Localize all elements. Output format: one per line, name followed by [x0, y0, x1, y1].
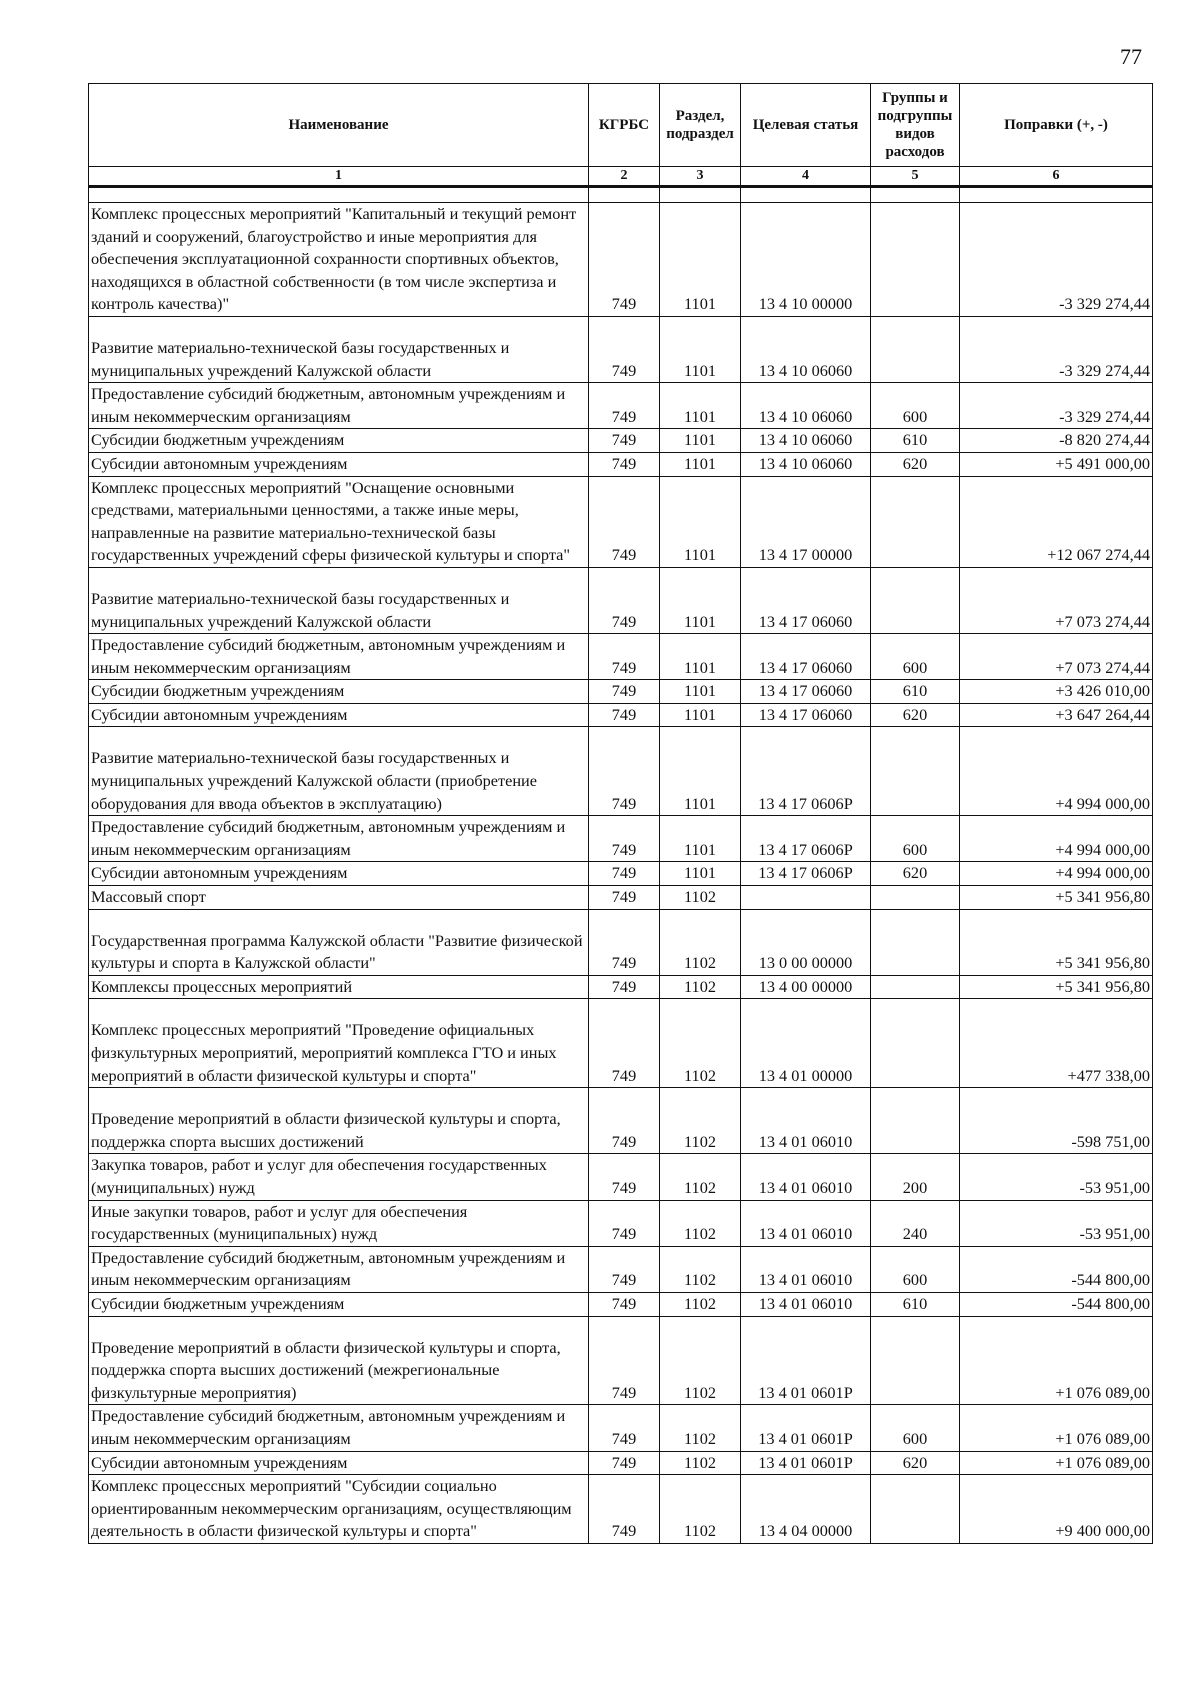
cell-target: 13 4 10 06060	[741, 429, 871, 453]
header-name: Наименование	[89, 84, 589, 167]
cell-kgrbs: 749	[589, 909, 660, 975]
cell-section: 1102	[660, 1405, 741, 1451]
cell-target: 13 4 01 06010	[741, 1246, 871, 1292]
column-number: 1	[89, 167, 589, 187]
cell-target: 13 4 10 06060	[741, 383, 871, 429]
cell-group: 610	[871, 680, 960, 704]
cell-name: Развитие материально-технической базы государственных и муниципальных учреждений Калужской области	[89, 316, 589, 382]
table-row	[89, 316, 1153, 382]
table-row	[89, 909, 1153, 975]
cell-amount: -53 951,00	[960, 1200, 1153, 1246]
cell-kgrbs: 749	[589, 975, 660, 999]
cell-kgrbs: 749	[589, 452, 660, 476]
cell-name: Предоставление субсидий бюджетным, автономным учреждениям и иным некоммерческим организациям	[89, 1246, 589, 1292]
table-row	[89, 567, 1153, 633]
cell-amount: -53 951,00	[960, 1154, 1153, 1200]
cell-kgrbs: 749	[589, 1292, 660, 1316]
cell-section: 1102	[660, 1316, 741, 1405]
table-row	[89, 1405, 1153, 1451]
cell-kgrbs: 749	[589, 634, 660, 680]
table-row	[89, 203, 1153, 317]
cell-group: 600	[871, 1246, 960, 1292]
cell-section: 1102	[660, 1154, 741, 1200]
cell-name: Проведение мероприятий в области физической культуры и спорта, поддержка спорта высших достижений (межрегиональные физкультурные мероприятия)	[89, 1316, 589, 1405]
cell-kgrbs: 749	[589, 1154, 660, 1200]
cell-section: 1101	[660, 203, 741, 317]
cell-kgrbs: 749	[589, 1475, 660, 1544]
cell-target: 13 4 17 06060	[741, 703, 871, 727]
table-row	[89, 1154, 1153, 1200]
cell-name: Предоставление субсидий бюджетным, автономным учреждениям и иным некоммерческим организациям	[89, 634, 589, 680]
cell-target: 13 4 01 0601Р	[741, 1316, 871, 1405]
cell-kgrbs: 749	[589, 1405, 660, 1451]
table-row	[89, 1246, 1153, 1292]
cell-section: 1102	[660, 975, 741, 999]
cell-kgrbs: 749	[589, 1316, 660, 1405]
cell-group: 610	[871, 429, 960, 453]
cell-name: Субсидии автономным учреждениям	[89, 703, 589, 727]
cell-amount: -8 820 274,44	[960, 429, 1153, 453]
cell-amount: +7 073 274,44	[960, 634, 1153, 680]
table-body	[89, 187, 1153, 1544]
cell-name: Предоставление субсидий бюджетным, автономным учреждениям и иным некоммерческим организациям	[89, 816, 589, 862]
table-row	[89, 452, 1153, 476]
cell-amount: -544 800,00	[960, 1246, 1153, 1292]
spacer-row	[89, 187, 1153, 203]
cell-group: 620	[871, 703, 960, 727]
cell-section: 1101	[660, 452, 741, 476]
table-row	[89, 429, 1153, 453]
cell-group	[871, 567, 960, 633]
cell-section: 1102	[660, 1200, 741, 1246]
header-group: Группы и подгруппы видов расходов	[871, 84, 960, 167]
cell-amount: +5 341 956,80	[960, 909, 1153, 975]
cell-target: 13 4 01 06010	[741, 1088, 871, 1154]
table-row	[89, 886, 1153, 910]
cell-kgrbs: 749	[589, 1200, 660, 1246]
cell-group: 240	[871, 1200, 960, 1246]
cell-section: 1102	[660, 1292, 741, 1316]
cell-section: 1101	[660, 567, 741, 633]
cell-name: Комплекс процессных мероприятий "Оснащение основными средствами, материальными ценностями, а также иные меры, направленные на развитие материально-технической базы государственных учреждений сферы физической культуры и спорта"	[89, 476, 589, 567]
cell-target: 13 0 00 00000	[741, 909, 871, 975]
cell-name: Субсидии автономным учреждениям	[89, 1451, 589, 1475]
cell-amount: +7 073 274,44	[960, 567, 1153, 633]
table-row	[89, 383, 1153, 429]
table-row	[89, 703, 1153, 727]
cell-section: 1102	[660, 1246, 741, 1292]
cell-kgrbs: 749	[589, 886, 660, 910]
column-number: 6	[960, 167, 1153, 187]
cell-amount: -3 329 274,44	[960, 203, 1153, 317]
cell-kgrbs: 749	[589, 203, 660, 317]
header-section: Раздел, подраздел	[660, 84, 741, 167]
page-number: 77	[1120, 44, 1142, 69]
cell-section: 1102	[660, 886, 741, 910]
cell-amount: +3 647 264,44	[960, 703, 1153, 727]
cell-name: Комплексы процессных мероприятий	[89, 975, 589, 999]
cell-target: 13 4 01 0601Р	[741, 1451, 871, 1475]
cell-target: 13 4 01 0601Р	[741, 1405, 871, 1451]
cell-group: 200	[871, 1154, 960, 1200]
cell-amount: +5 491 000,00	[960, 452, 1153, 476]
cell-name: Массовый спорт	[89, 886, 589, 910]
table-row	[89, 1316, 1153, 1405]
cell-target: 13 4 17 00000	[741, 476, 871, 567]
cell-kgrbs: 749	[589, 1246, 660, 1292]
cell-kgrbs: 749	[589, 999, 660, 1088]
cell-name: Иные закупки товаров, работ и услуг для обеспечения государственных (муниципальных) нужд	[89, 1200, 589, 1246]
cell-amount: +477 338,00	[960, 999, 1153, 1088]
cell-section: 1102	[660, 1475, 741, 1544]
table-row	[89, 1088, 1153, 1154]
cell-target: 13 4 10 06060	[741, 452, 871, 476]
table-row	[89, 1200, 1153, 1246]
header-amount: Поправки (+, -)	[960, 84, 1153, 167]
cell-amount: +4 994 000,00	[960, 727, 1153, 816]
cell-group	[871, 909, 960, 975]
cell-group: 610	[871, 1292, 960, 1316]
table-row	[89, 999, 1153, 1088]
cell-group: 600	[871, 1405, 960, 1451]
cell-kgrbs: 749	[589, 816, 660, 862]
cell-target: 13 4 01 00000	[741, 999, 871, 1088]
table-row	[89, 1292, 1153, 1316]
table-row	[89, 680, 1153, 704]
cell-group	[871, 975, 960, 999]
cell-section: 1101	[660, 816, 741, 862]
cell-name: Субсидии бюджетным учреждениям	[89, 429, 589, 453]
table-row	[89, 816, 1153, 862]
cell-name: Комплекс процессных мероприятий "Субсидии социально ориентированным некоммерческим организациям, осуществляющим деятельность в области физической культуры и спорта"	[89, 1475, 589, 1544]
cell-name: Комплекс процессных мероприятий "Проведение официальных физкультурных мероприятий, мероприятий комплекса ГТО и иных мероприятий в области физической культуры и спорта"	[89, 999, 589, 1088]
cell-section: 1101	[660, 727, 741, 816]
table-row	[89, 1475, 1153, 1544]
cell-section: 1102	[660, 1451, 741, 1475]
cell-name: Субсидии автономным учреждениям	[89, 862, 589, 886]
column-number: 2	[589, 167, 660, 187]
cell-target: 13 4 17 06060	[741, 680, 871, 704]
cell-name: Развитие материально-технической базы государственных и муниципальных учреждений Калужской области (приобретение оборудования для ввода объектов в эксплуатацию)	[89, 727, 589, 816]
header-kgrbs: КГРБС	[589, 84, 660, 167]
cell-amount: +5 341 956,80	[960, 886, 1153, 910]
cell-group	[871, 727, 960, 816]
cell-section: 1101	[660, 703, 741, 727]
cell-section: 1102	[660, 909, 741, 975]
cell-kgrbs: 749	[589, 1088, 660, 1154]
cell-section: 1102	[660, 999, 741, 1088]
cell-target	[741, 886, 871, 910]
cell-group: 620	[871, 1451, 960, 1475]
cell-section: 1101	[660, 383, 741, 429]
cell-amount: -544 800,00	[960, 1292, 1153, 1316]
cell-amount: -3 329 274,44	[960, 383, 1153, 429]
cell-section: 1101	[660, 316, 741, 382]
cell-amount: -598 751,00	[960, 1088, 1153, 1154]
cell-section: 1101	[660, 680, 741, 704]
cell-kgrbs: 749	[589, 727, 660, 816]
table-row	[89, 862, 1153, 886]
cell-target: 13 4 17 0606Р	[741, 727, 871, 816]
cell-group: 620	[871, 862, 960, 886]
budget-table	[88, 83, 1153, 1544]
cell-kgrbs: 749	[589, 316, 660, 382]
cell-section: 1101	[660, 429, 741, 453]
cell-kgrbs: 749	[589, 703, 660, 727]
cell-kgrbs: 749	[589, 567, 660, 633]
cell-group	[871, 1088, 960, 1154]
cell-kgrbs: 749	[589, 383, 660, 429]
cell-target: 13 4 10 00000	[741, 203, 871, 317]
table-row	[89, 1451, 1153, 1475]
cell-group	[871, 316, 960, 382]
column-number: 3	[660, 167, 741, 187]
cell-name: Субсидии бюджетным учреждениям	[89, 680, 589, 704]
cell-name: Предоставление субсидий бюджетным, автономным учреждениям и иным некоммерческим организациям	[89, 383, 589, 429]
cell-section: 1101	[660, 634, 741, 680]
table-row	[89, 975, 1153, 999]
cell-target: 13 4 10 06060	[741, 316, 871, 382]
cell-target: 13 4 04 00000	[741, 1475, 871, 1544]
cell-group	[871, 1316, 960, 1405]
cell-section: 1101	[660, 862, 741, 886]
cell-amount: +12 067 274,44	[960, 476, 1153, 567]
cell-target: 13 4 01 06010	[741, 1292, 871, 1316]
cell-name: Субсидии автономным учреждениям	[89, 452, 589, 476]
cell-kgrbs: 749	[589, 476, 660, 567]
column-number-row	[89, 167, 1153, 187]
cell-group: 600	[871, 634, 960, 680]
column-number: 5	[871, 167, 960, 187]
cell-group	[871, 999, 960, 1088]
cell-kgrbs: 749	[589, 1451, 660, 1475]
table-row	[89, 727, 1153, 816]
cell-section: 1102	[660, 1088, 741, 1154]
cell-group	[871, 1475, 960, 1544]
cell-amount: +1 076 089,00	[960, 1451, 1153, 1475]
cell-name: Субсидии бюджетным учреждениям	[89, 1292, 589, 1316]
cell-target: 13 4 17 06060	[741, 634, 871, 680]
cell-target: 13 4 17 0606Р	[741, 862, 871, 886]
column-number: 4	[741, 167, 871, 187]
cell-amount: +4 994 000,00	[960, 862, 1153, 886]
cell-amount: +4 994 000,00	[960, 816, 1153, 862]
cell-group	[871, 203, 960, 317]
cell-group	[871, 886, 960, 910]
cell-group: 600	[871, 816, 960, 862]
cell-group: 620	[871, 452, 960, 476]
cell-kgrbs: 749	[589, 862, 660, 886]
cell-amount: -3 329 274,44	[960, 316, 1153, 382]
cell-section: 1101	[660, 476, 741, 567]
table-row	[89, 476, 1153, 567]
cell-name: Развитие материально-технической базы государственных и муниципальных учреждений Калужской области	[89, 567, 589, 633]
cell-name: Государственная программа Калужской области "Развитие физической культуры и спорта в Калужской области"	[89, 909, 589, 975]
cell-amount: +3 426 010,00	[960, 680, 1153, 704]
cell-target: 13 4 17 0606Р	[741, 816, 871, 862]
header-target: Целевая статья	[741, 84, 871, 167]
cell-amount: +5 341 956,80	[960, 975, 1153, 999]
header-row	[89, 84, 1153, 167]
cell-kgrbs: 749	[589, 429, 660, 453]
table-row	[89, 634, 1153, 680]
cell-target: 13 4 01 06010	[741, 1154, 871, 1200]
cell-name: Проведение мероприятий в области физической культуры и спорта, поддержка спорта высших достижений	[89, 1088, 589, 1154]
cell-amount: +9 400 000,00	[960, 1475, 1153, 1544]
cell-amount: +1 076 089,00	[960, 1316, 1153, 1405]
cell-amount: +1 076 089,00	[960, 1405, 1153, 1451]
cell-kgrbs: 749	[589, 680, 660, 704]
cell-group: 600	[871, 383, 960, 429]
cell-name: Закупка товаров, работ и услуг для обеспечения государственных (муниципальных) нужд	[89, 1154, 589, 1200]
cell-name: Комплекс процессных мероприятий "Капитальный и текущий ремонт зданий и сооружений, благоустройство и иные мероприятия для обеспечения эксплуатационной сохранности спортивных объектов, находящихся в областной собственности (в том числе экспертиза и контроль качества)"	[89, 203, 589, 317]
cell-target: 13 4 01 06010	[741, 1200, 871, 1246]
cell-name: Предоставление субсидий бюджетным, автономным учреждениям и иным некоммерческим организациям	[89, 1405, 589, 1451]
cell-group	[871, 476, 960, 567]
cell-target: 13 4 17 06060	[741, 567, 871, 633]
cell-target: 13 4 00 00000	[741, 975, 871, 999]
